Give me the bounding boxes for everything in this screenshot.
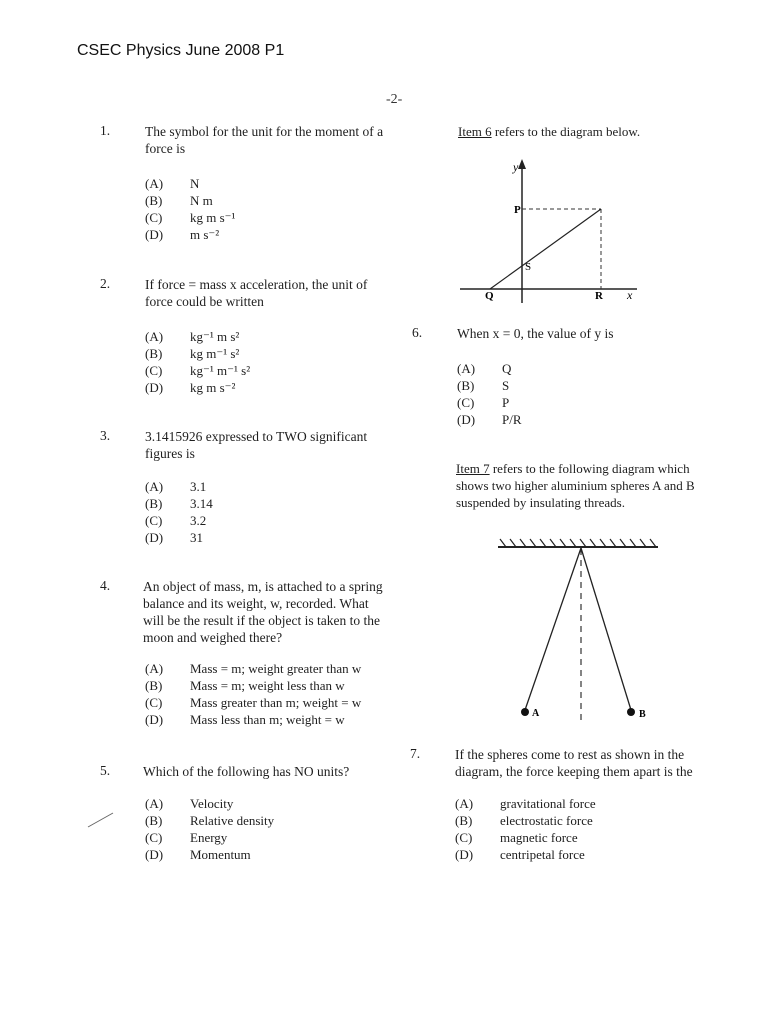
option: (C) P — [457, 395, 510, 410]
p-label: P — [514, 204, 521, 216]
question-3-number: 3. — [100, 428, 111, 443]
s-label: S — [525, 261, 532, 273]
question-6-options — [457, 360, 522, 428]
question-7-options — [455, 795, 596, 863]
option: (B) electrostatic force — [455, 813, 593, 828]
question-4-text: An object of mass, m, is attached to a spring balance and its weight, w, recorded. What will be the result if the object is taken to the moon and weighed there? — [143, 579, 383, 645]
option: (C) magnetic force — [455, 830, 578, 845]
graph-line — [490, 209, 601, 289]
option: (D) 31 — [145, 530, 203, 545]
sphere-a-label: A — [532, 708, 540, 719]
question-4-options — [145, 660, 361, 728]
q-label: Q — [485, 290, 494, 302]
option: (A) kg⁻¹ m s² — [145, 329, 240, 344]
question-2-text: If force = mass x acceleration, the unit of force could be written — [145, 277, 368, 309]
option: (D) Mass less than m; weight = w — [145, 712, 345, 727]
sphere-b-label: B — [639, 709, 646, 720]
option: (A) Velocity — [145, 796, 234, 811]
option: (D) P/R — [457, 412, 522, 427]
option: (A) 3.1 — [145, 479, 207, 494]
question-1-options — [145, 175, 235, 243]
thread-a — [525, 548, 581, 710]
option: (D) Momentum — [145, 847, 251, 862]
thread-b — [581, 548, 631, 710]
page-number: -2- — [386, 92, 403, 107]
y-axis-label: y — [513, 160, 519, 174]
option: (B) Mass = m; weight less than w — [145, 678, 345, 693]
option: (B) Relative density — [145, 813, 275, 828]
question-3-options — [145, 478, 213, 546]
question-7-number: 7. — [410, 746, 421, 761]
r-label: R — [595, 290, 603, 302]
option: (C) Mass greater than m; weight = w — [145, 695, 362, 710]
option: (A) gravitational force — [455, 796, 596, 811]
option: (A) Q — [457, 361, 512, 376]
question-5-number: 5. — [100, 763, 111, 778]
option: (B) N m — [145, 193, 213, 208]
option: (D) centripetal force — [455, 847, 585, 862]
question-7-text: If the spheres come to rest as shown in the diagram, the force keeping them apart is the — [455, 747, 693, 779]
option: (C) Energy — [145, 830, 228, 845]
question-2-options — [145, 328, 250, 396]
question-3-text: 3.1415926 expressed to TWO significant figures is — [145, 429, 368, 461]
question-6-text: When x = 0, the value of y is — [457, 326, 614, 341]
header-title: CSEC Physics June 2008 P1 — [77, 42, 285, 59]
pen-tick-mark — [86, 810, 116, 830]
question-1-number: 1. — [100, 123, 111, 138]
option: (C) kg m s⁻¹ — [145, 210, 236, 225]
option: (C) kg⁻¹ m⁻¹ s² — [145, 363, 251, 378]
item-7-ref: Item 7 — [456, 461, 490, 476]
x-axis-label: x — [627, 288, 633, 302]
question-5-text: Which of the following has NO units? — [143, 764, 350, 779]
item-6-graph — [455, 155, 655, 310]
option: (B) kg m⁻¹ s² — [145, 346, 240, 361]
question-2-number: 2. — [100, 276, 111, 291]
item-6-ref: Item 6 — [458, 124, 492, 139]
sphere-a — [521, 708, 529, 716]
question-5-options — [145, 795, 274, 863]
sphere-b — [627, 708, 635, 716]
option: (C) 3.2 — [145, 513, 207, 528]
question-1-text: The symbol for the unit for the moment of a force is — [145, 124, 384, 156]
item-6-intro: Item 6 refers to the diagram below. — [458, 124, 641, 139]
option: (D) m s⁻² — [145, 227, 220, 242]
support-hatching — [500, 539, 656, 547]
option: (A) Mass = m; weight greater than w — [145, 661, 362, 676]
option: (D) kg m s⁻² — [145, 380, 236, 395]
y-axis-arrow — [518, 159, 526, 169]
page-header — [0, 0, 768, 90]
question-4-number: 4. — [100, 578, 111, 593]
question-6-number: 6. — [412, 325, 423, 340]
option: (B) S — [457, 378, 510, 393]
option: (A) N — [145, 176, 200, 191]
item-7-intro: Item 7 refers to the following diagram which shows two higher aluminium spheres A and B suspended by insulating threads. — [456, 461, 695, 510]
option: (B) 3.14 — [145, 496, 213, 511]
item-7-diagram — [490, 535, 670, 730]
